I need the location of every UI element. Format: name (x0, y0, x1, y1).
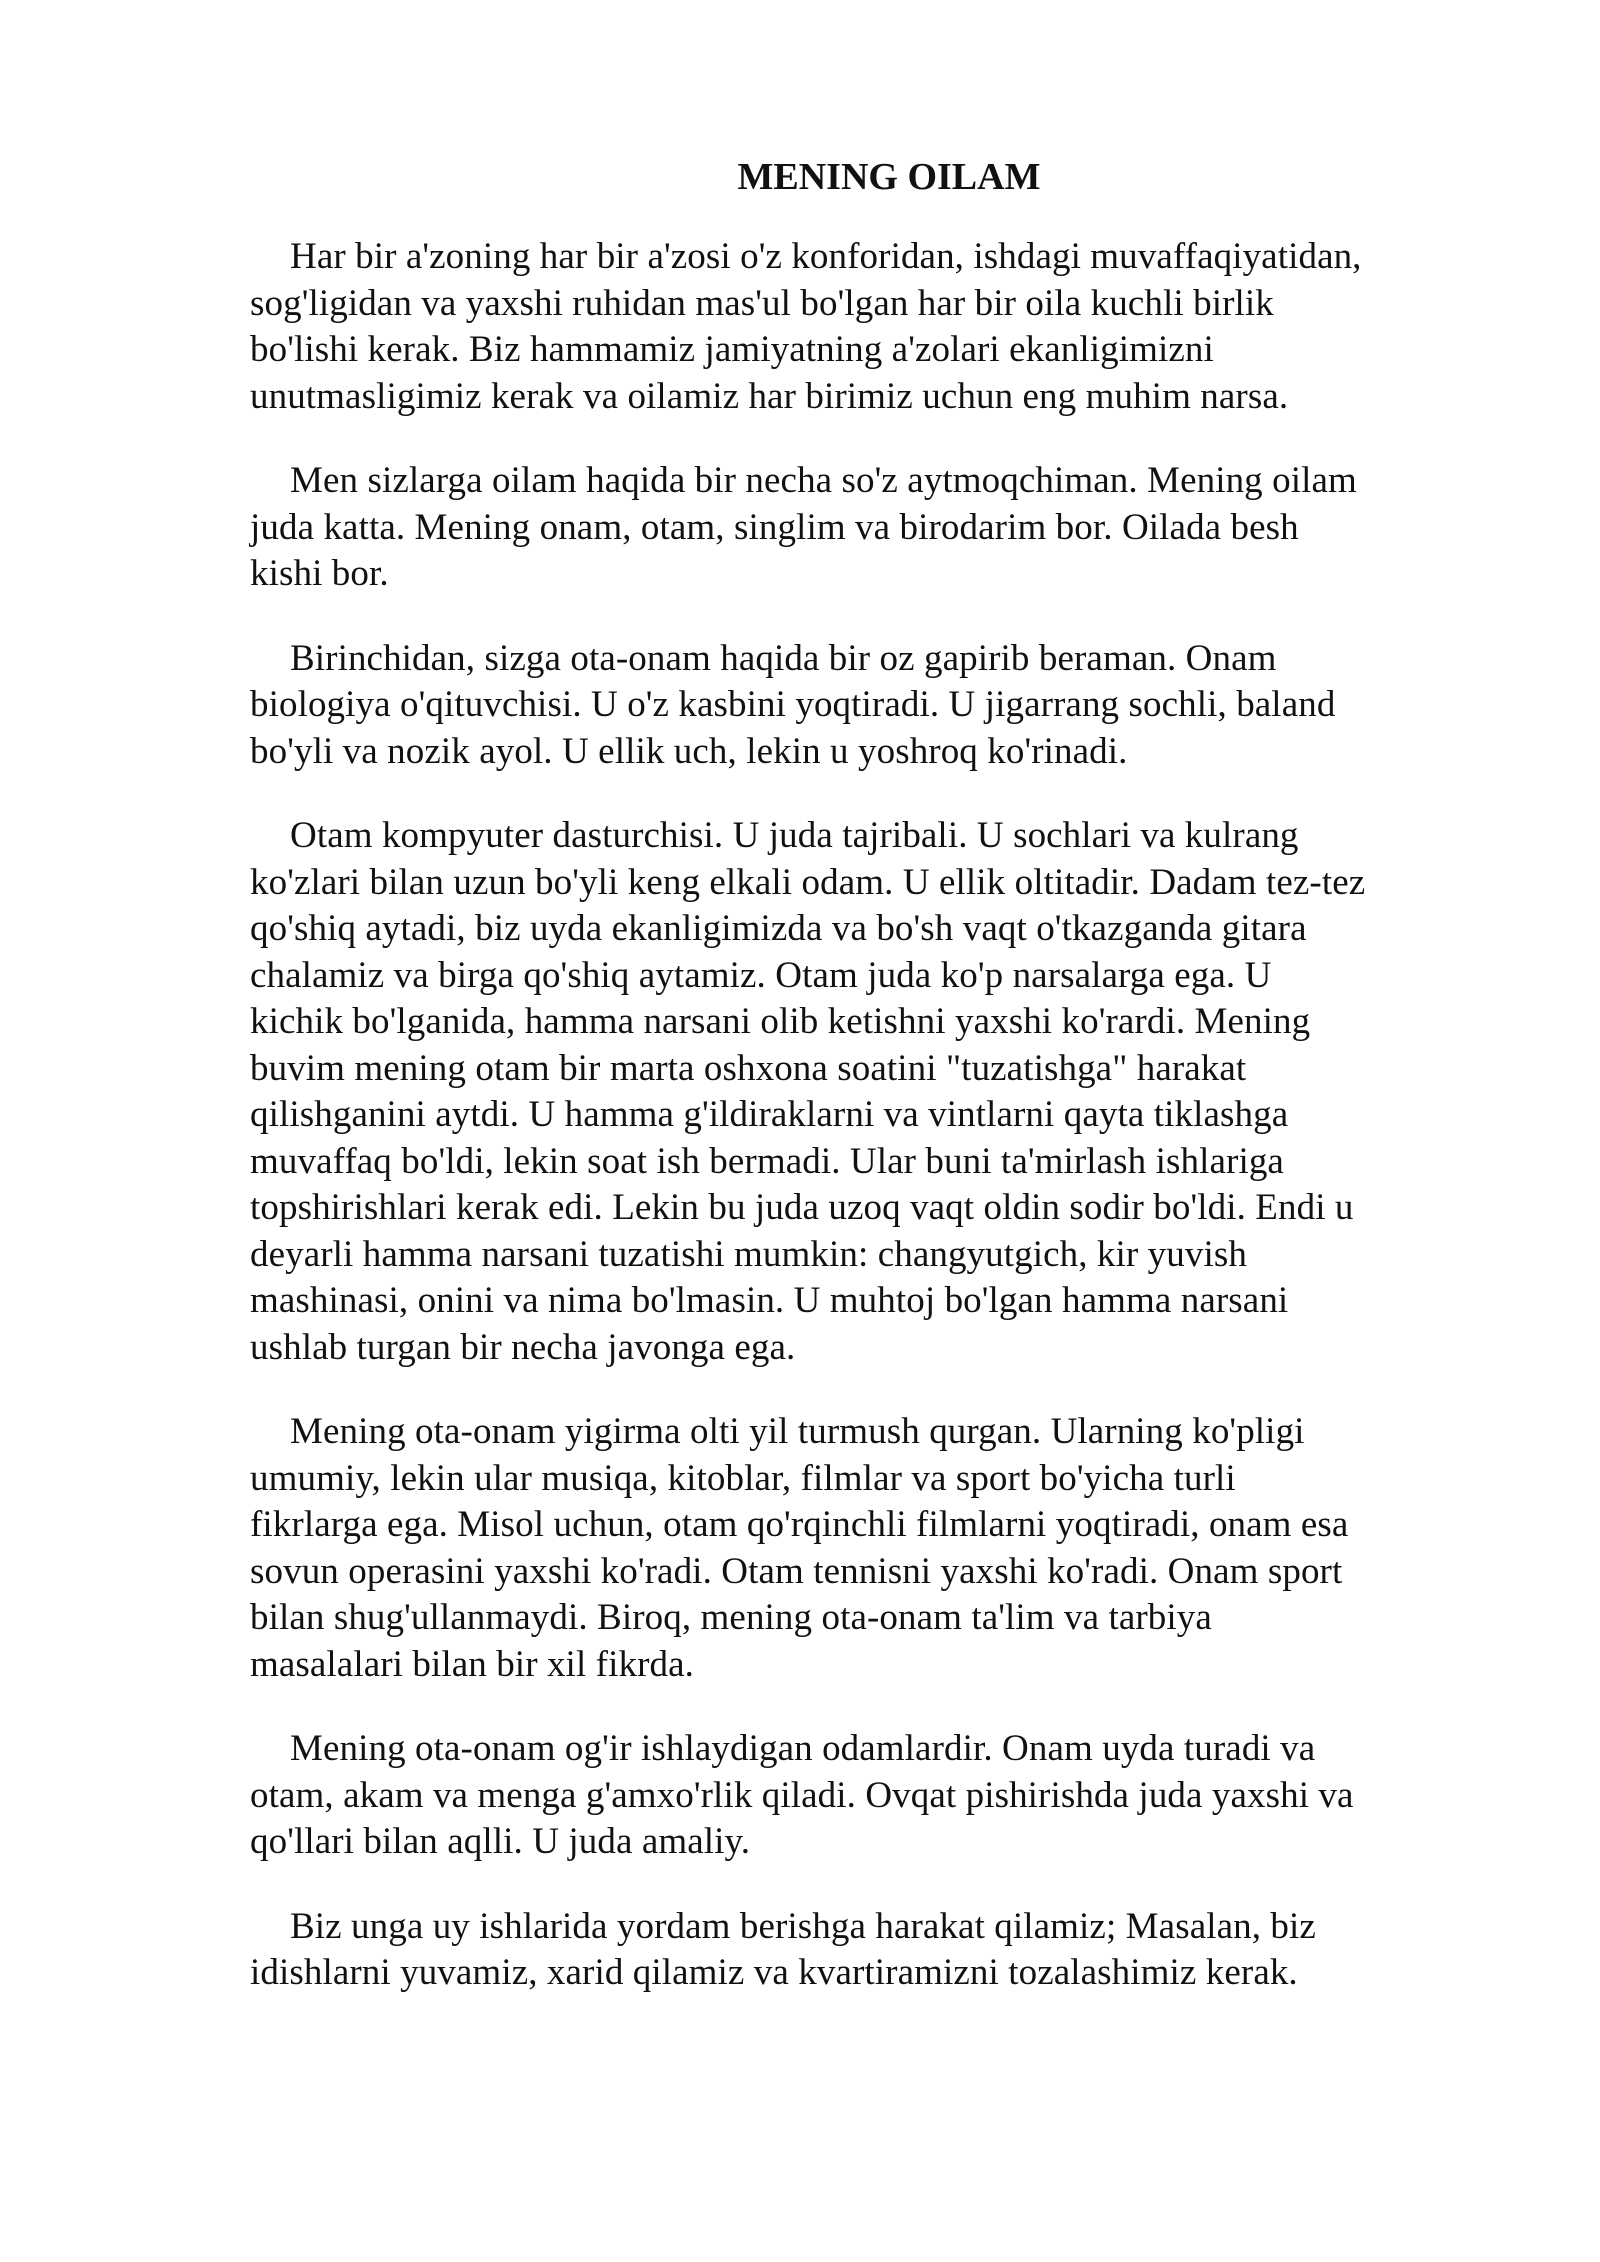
text-line: juda katta. Mening onam, otam, singlim va birodarim bor. Oilada besh (250, 506, 1299, 548)
text-line: bo'yli va nozik ayol. U ellik uch, lekin u yoshroq ko'rinadi. (250, 730, 1128, 772)
text-line: idishlarni yuvamiz, xarid qilamiz va kvartiramizni tozalashimiz kerak. (250, 1952, 1298, 1993)
paragraph (250, 636, 1470, 776)
text-line: Biz unga uy ishlarida yordam berishga harakat qilamiz; Masalan, biz (290, 1905, 1316, 1947)
paragraph (250, 1904, 1470, 1997)
text-line: topshirishlari kerak edi. Lekin bu juda uzoq vaqt oldin sodir bo'ldi. Endi u (250, 1187, 1354, 1228)
text-line: qo'shiq aytadi, biz uyda ekanligimizda va bo'sh vaqt o'tkazganda gitara (250, 908, 1307, 949)
paragraph (250, 813, 1470, 1371)
text-line: sovun operasini yaxshi ko'radi. Otam tennisni yaxshi ko'radi. Onam sport (250, 1550, 1343, 1592)
text-line: kishi bor. (250, 553, 389, 594)
text-line: Men sizlarga oilam haqida bir necha so'z aytmoqchiman. Mening oilam (290, 460, 1357, 501)
text-line: sog'ligidan va yaxshi ruhidan mas'ul bo'lgan har bir oila kuchli birlik (250, 282, 1274, 324)
paragraph (250, 458, 1470, 598)
text-line: qilishganini aytdi. U hamma g'ildiraklarni va vintlarni qayta tiklashga (250, 1094, 1289, 1135)
text-line: masalalari bilan bir xil fikrda. (250, 1643, 694, 1685)
text-line: umumiy, lekin ular musiqa, kitoblar, filmlar va sport bo'yicha turli (250, 1457, 1236, 1499)
text-line: deyarli hamma narsani tuzatishi mumkin: changyutgich, kir yuvish (250, 1233, 1247, 1275)
text-line: Birinchidan, sizga ota-onam haqida bir oz gapirib beraman. Onam (290, 637, 1277, 679)
paragraph (250, 1409, 1470, 1688)
text-line: unutmasligimiz kerak va oilamiz har birimiz uchun eng muhim narsa. (250, 375, 1289, 417)
text-line: buvim mening otam bir marta oshxona soatini "tuzatishga" harakat (250, 1047, 1247, 1089)
text-line: Mening ota-onam og'ir ishlaydigan odamlardir. Onam uyda turadi va (290, 1728, 1316, 1769)
text-line: otam, akam va menga g'amxo'rlik qiladi. Ovqat pishirishda juda yaxshi va (250, 1774, 1354, 1816)
text-line: bilan shug'ullanmaydi. Biroq, mening ota-onam ta'lim va tarbiya (250, 1597, 1212, 1638)
text-line: biologiya o'qituvchisi. U o'z kasbini yoqtiradi. U jigarrang sochli, baland (250, 684, 1336, 725)
paragraph (250, 234, 1470, 420)
text-line: mashinasi, onini va nima bo'lmasin. U muhtoj bo'lgan hamma narsani (250, 1280, 1289, 1321)
text-line: Mening ota-onam yigirma olti yil turmush qurgan. Ularning ko'pligi (290, 1411, 1305, 1452)
text-line: ko'zlari bilan uzun bo'yli keng elkali odam. U ellik oltitadir. Dadam tez-tez (250, 861, 1366, 903)
text-line: ushlab turgan bir necha javonga ega. (250, 1326, 796, 1368)
text-line: qo'llari bilan aqlli. U juda amaliy. (250, 1821, 751, 1862)
text-line: Har bir a'zoning har bir a'zosi o'z konforidan, ishdagi muvaffaqiyatidan, (290, 236, 1362, 277)
text-line: bo'lishi kerak. Biz hammamiz jamiyatning a'zolari ekanligimizni (250, 329, 1214, 370)
text-line: muvaffaq bo'ldi, lekin soat ish bermadi. Ular buni ta'mirlash ishlariga (250, 1140, 1284, 1182)
text-line: fikrlarga ega. Misol uchun, otam qo'rqinchli filmlarni yoqtiradi, onam esa (250, 1504, 1349, 1545)
text-line: Otam kompyuter dasturchisi. U juda tajribali. U sochlari va kulrang (290, 815, 1299, 856)
paragraph (250, 1726, 1470, 1866)
document-title: MENING OILAM (737, 156, 1041, 198)
text-line: chalamiz va birga qo'shiq aytamiz. Otam juda ko'p narsalarga ega. U (250, 954, 1272, 996)
document-body (250, 148, 1470, 2035)
text-line: kichik bo'lganida, hamma narsani olib ketishni yaxshi ko'rardi. Mening (250, 1001, 1311, 1042)
